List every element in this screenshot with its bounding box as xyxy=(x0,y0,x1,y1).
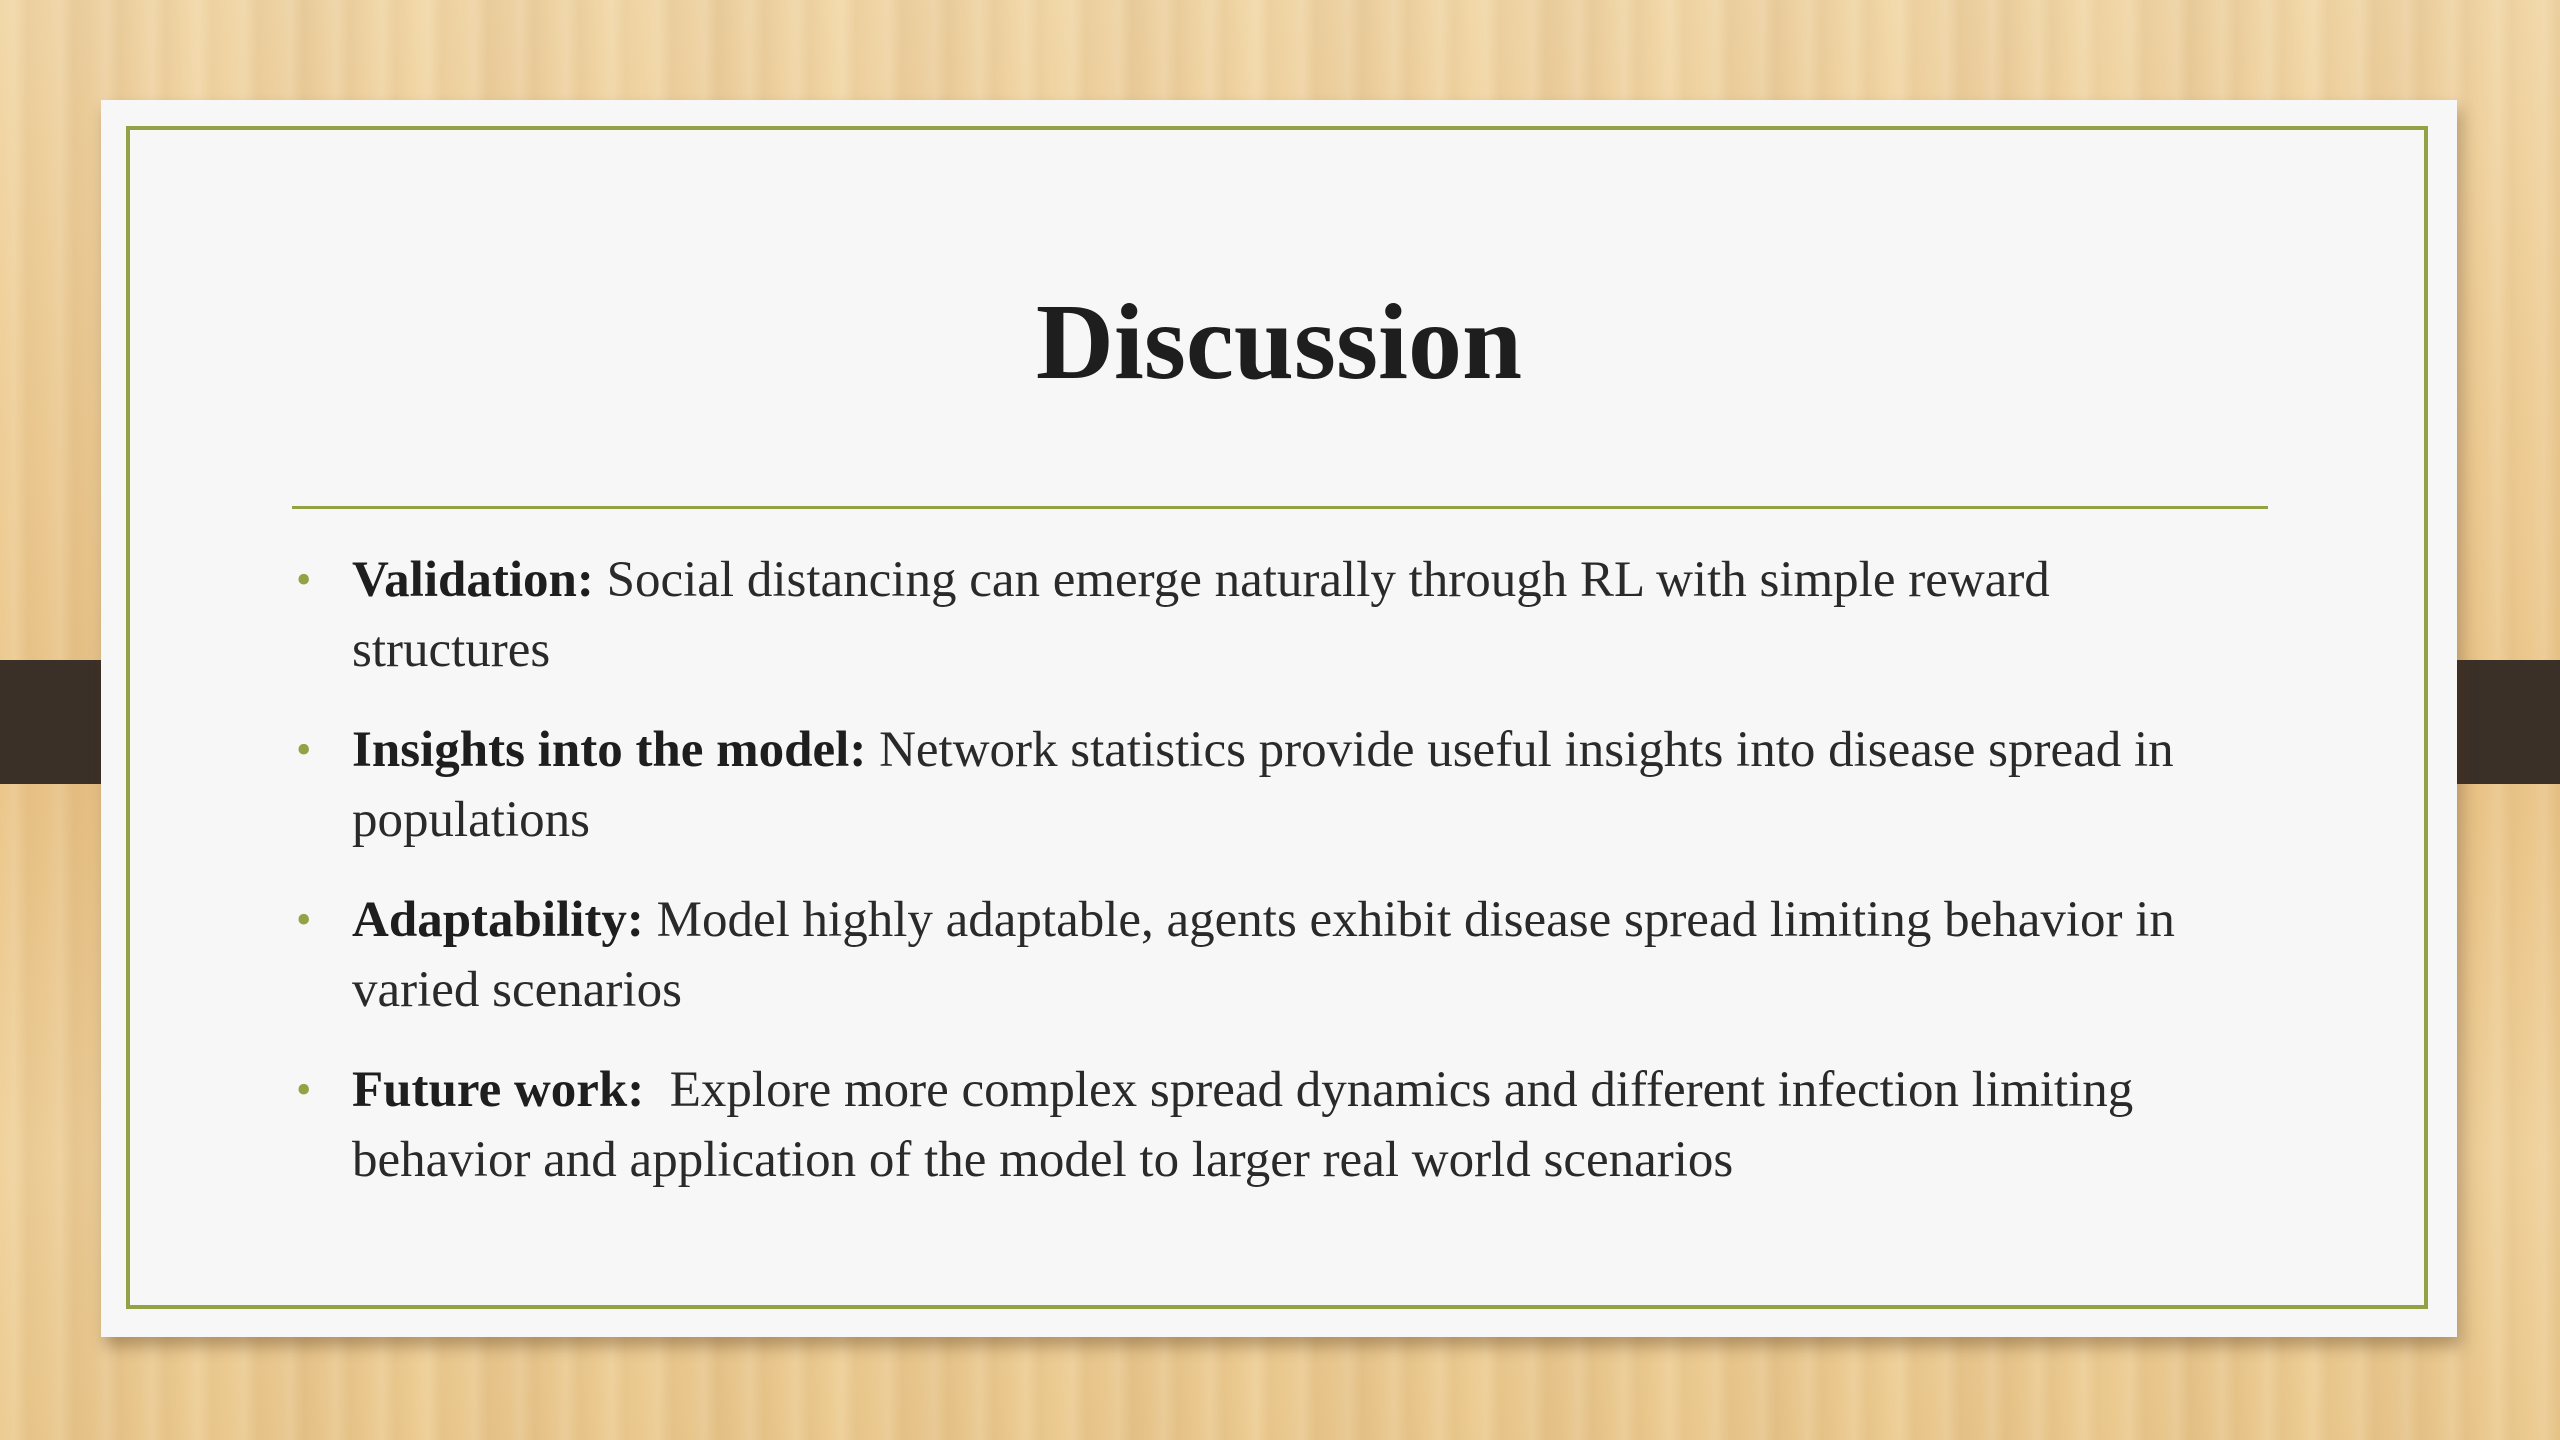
bullet-lead-future-work: Future work: xyxy=(352,1062,645,1118)
bullet-text-insights: Network statistics provide useful insights into disease spread in populations xyxy=(352,722,2174,848)
bullet-item-validation xyxy=(292,545,2252,685)
slide-title: Discussion xyxy=(1035,283,1523,402)
bullet-item-future-work xyxy=(292,1055,2252,1195)
bullet-lead-validation: Validation: xyxy=(352,552,594,608)
bullet-text-adaptability: Model highly adaptable, agents exhibit disease spread limiting behavior in varied scenarios xyxy=(352,892,2175,1018)
title-divider xyxy=(292,506,2268,509)
bullet-icon: • xyxy=(296,725,312,774)
bullet-icon: • xyxy=(296,555,312,604)
bullet-item-adaptability xyxy=(292,885,2252,1025)
bullet-item-insights xyxy=(292,715,2252,855)
bullet-lead-adaptability: Adaptability: xyxy=(352,892,644,948)
bullet-list xyxy=(292,545,2252,1225)
bullet-lead-insights: Insights into the model: xyxy=(352,722,867,778)
bullet-text-validation: Social distancing can emerge naturally through RL with simple reward structures xyxy=(352,552,2050,678)
bullet-icon: • xyxy=(296,1065,312,1114)
bullet-icon: • xyxy=(296,895,312,944)
bullet-text-future-work: Explore more complex spread dynamics and different infection limiting behavior and application of the model to larger real world scenarios xyxy=(352,1062,2146,1188)
